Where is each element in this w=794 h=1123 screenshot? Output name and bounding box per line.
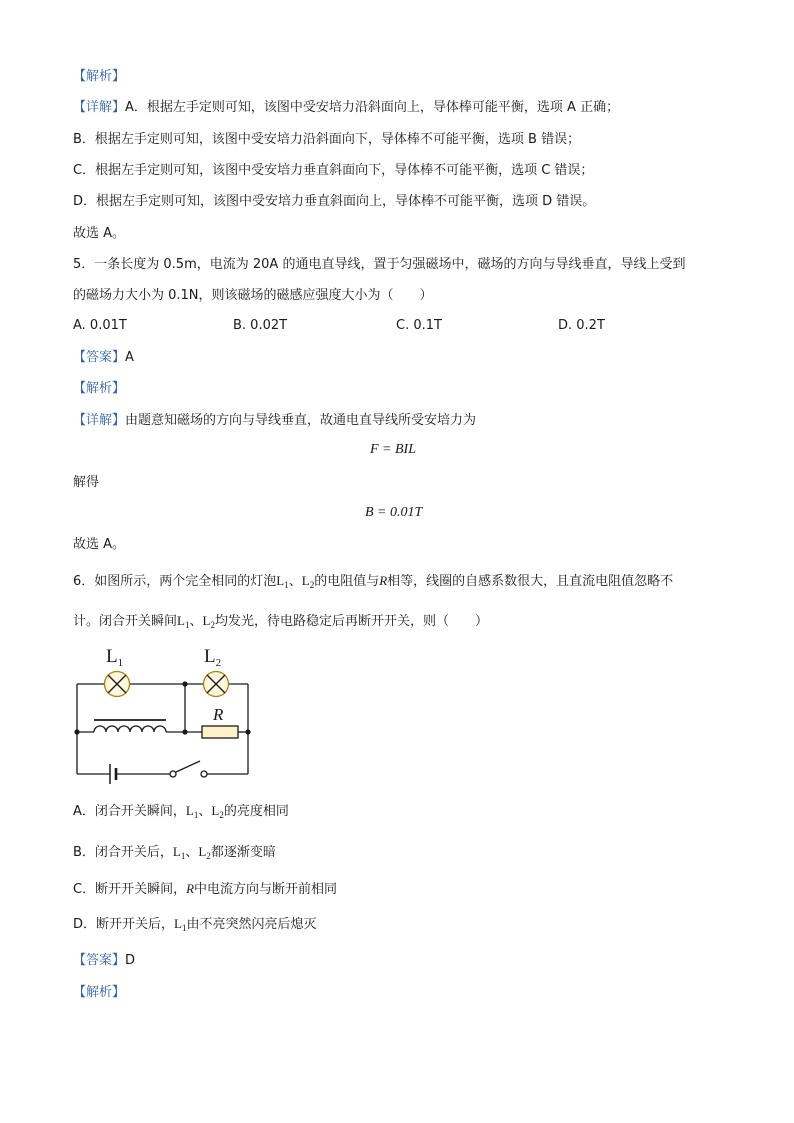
lamp-l1-icon <box>105 672 130 697</box>
answer-label: 【答案】 <box>73 953 126 968</box>
battery-icon <box>110 764 116 784</box>
q6-stem-line1 <box>73 572 673 594</box>
lamp-l2-icon <box>204 672 229 697</box>
q6-stem-l2-part1: 计。闭合开关瞬间 <box>73 614 178 629</box>
analysis-heading-q5: 【解析】 <box>73 381 126 396</box>
lamp-l1-label: $L_1$ <box>276 573 289 590</box>
formula-b-value: B = 0.01T <box>365 505 423 520</box>
q6-option-d: D．断开开关后，$L_1$由不亮突然闪亮后熄灭 <box>73 916 317 933</box>
solve-label: 解得 <box>73 475 100 490</box>
lamp-l2-label: $L_2$ <box>301 573 315 590</box>
q5-stem-line1: 5．一条长度为 0.5m，电流为 20A 的通电直导线，置于匀强磁场中，磁场的方向与导线垂直，导线上受到 <box>73 257 686 272</box>
lamp-l2-label: $L_2$ <box>202 613 215 630</box>
q5-answer <box>73 349 134 367</box>
separator: 、 <box>288 574 302 589</box>
q6-answer <box>73 952 135 970</box>
q6-option-c: C．断开开关瞬间，R中电流方向与断开前相同 <box>73 881 338 897</box>
formula-f-bil: F = BIL <box>370 442 416 457</box>
answer-value: A <box>125 350 134 365</box>
separator: 、 <box>189 614 203 629</box>
q6-stem-part1: 6．如图所示，两个完全相同的灯泡 <box>73 574 277 589</box>
q5-option-b: B. 0.02T <box>233 318 288 333</box>
resistor-symbol: R <box>379 573 388 588</box>
q6-option-b: B．闭合开关后，$L_1$、$L_2$都逐渐变暗 <box>73 844 276 861</box>
answer-label: 【答案】 <box>73 350 126 365</box>
resistor-icon <box>202 726 238 738</box>
detail-line-a <box>73 99 619 117</box>
q5-option-d: D. 0.2T <box>558 318 605 333</box>
detail-text: 由题意知磁场的方向与导线垂直，故通电直导线所受安培力为 <box>125 413 477 428</box>
circuit-label-r: R <box>213 705 224 724</box>
circuit-label-l1: $L_1$ <box>106 646 124 669</box>
choose-line-1: 故选 A。 <box>73 226 126 241</box>
analysis-heading-1: 【解析】 <box>73 69 126 84</box>
detail-line-b: B．根据左手定则可知，该图中受安培力沿斜面向下，导体棒不可能平衡，选项 B 错误； <box>73 132 581 147</box>
answer-value: D <box>125 953 136 968</box>
q6-stem-part3: 相等，线圈的自感系数很大，且直流电阻值忽略不 <box>387 574 674 589</box>
circuit-diagram <box>70 640 260 785</box>
detail-text: A．根据左手定则可知，该图中受安培力沿斜面向上，导体棒可能平衡，选项 A 正确； <box>125 100 620 115</box>
switch-icon <box>170 761 207 777</box>
q6-stem-line2 <box>73 612 488 634</box>
q5-option-a: A. 0.01T <box>73 318 127 333</box>
lamp-l1-label: $L_1$ <box>177 613 190 630</box>
q5-option-c: C. 0.1T <box>396 318 442 333</box>
detail-label: 【详解】 <box>73 100 126 115</box>
q5-stem-line2: 的磁场力大小为 0.1N，则该磁场的磁感应强度大小为（ ） <box>73 288 433 303</box>
q6-stem-part2: 的电阻值与 <box>314 574 380 589</box>
detail-line-c: C．根据左手定则可知，该图中受安培力垂直斜面向下，导体棒不可能平衡，选项 C 错误； <box>73 163 594 178</box>
q6-option-a: A．闭合开关瞬间，$L_1$、$L_2$的亮度相同 <box>73 803 289 820</box>
circuit-label-l2: $L_2$ <box>204 646 222 669</box>
q6-stem-l2-part2: 均发光，待电路稳定后再断开开关，则（ ） <box>214 614 488 629</box>
analysis-heading-q6: 【解析】 <box>73 985 126 1000</box>
inductor-coil-icon <box>94 720 166 732</box>
detail-line-d: D．根据左手定则可知，该图中受安培力垂直斜面向上，导体棒不可能平衡，选项 D 错误。 <box>73 194 596 209</box>
choose-line-q5: 故选 A。 <box>73 537 126 552</box>
detail-label: 【详解】 <box>73 413 126 428</box>
q5-detail <box>73 412 476 430</box>
